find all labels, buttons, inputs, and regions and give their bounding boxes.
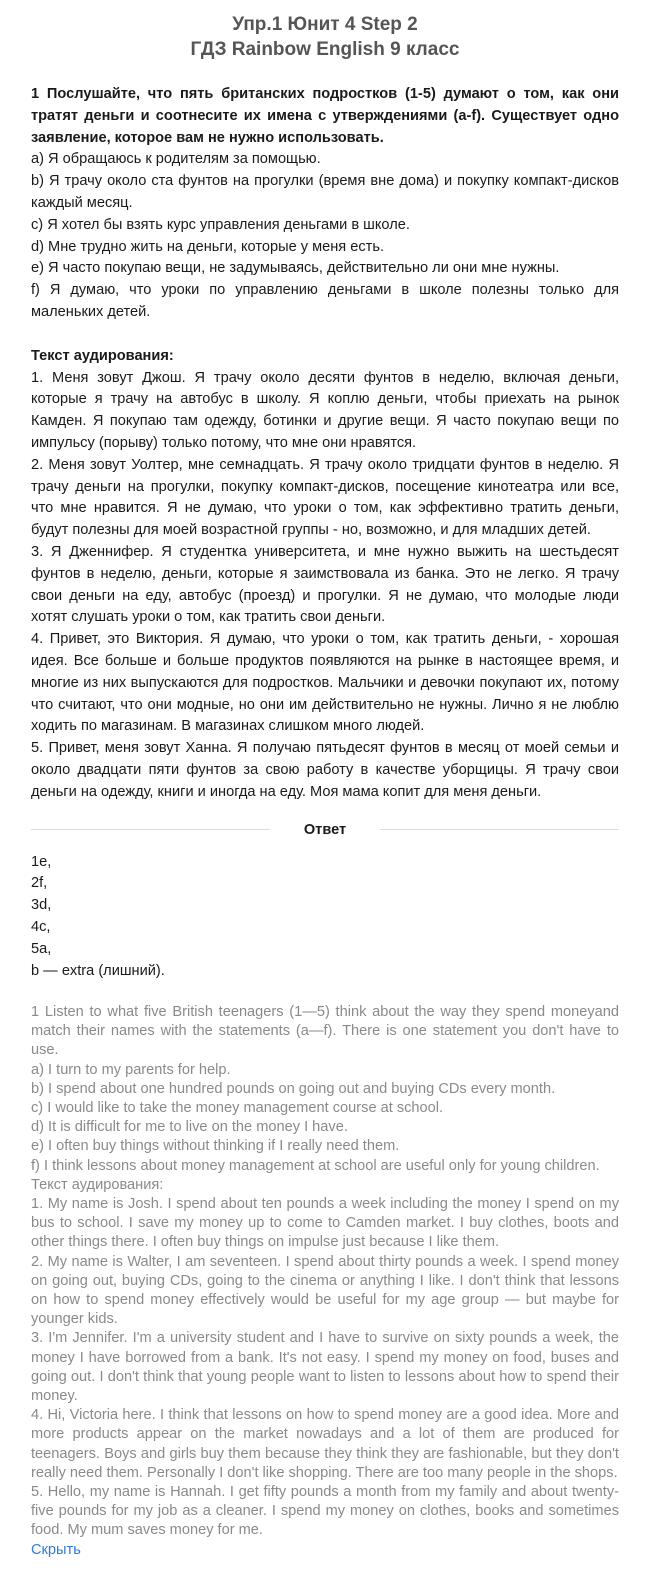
statement-ru: f) Я думаю, что уроки по управлению деньгами в школе полезны только для маленьких детей.	[31, 282, 619, 320]
answer-heading: Ответ	[303, 821, 347, 838]
statement-en: b) I spend about one hundred pounds on going out and buying CDs every month.	[31, 1080, 556, 1097]
answer-item: b — extra (лишний).	[31, 963, 165, 980]
task-instruction-en: 1 Listen to what five British teenagers (1—5) think about the way they spend moneyand match their names with the statements (a—f). There is one statement you don't have to use.	[31, 1003, 619, 1059]
statement-ru: b) Я трачу около ста фунтов на прогулки (время вне дома) и покупку компакт-дисков каждый месяц.	[31, 173, 619, 211]
page-title-line1: Упр.1 Юнит 4 Step 2	[232, 14, 418, 35]
hide-link[interactable]: Скрыть	[31, 1541, 81, 1558]
transcript-paragraph-en: 5. Hello, my name is Hannah. I get fifty pounds a month from my family and about twenty-five pounds for my job as a cleaner. I spend my money on clothes, books and sometimes food. My mum saves money for me.	[31, 1484, 619, 1539]
task-en	[31, 1003, 619, 1541]
statement-en: d) It is difficult for me to live on the money I have.	[31, 1119, 348, 1136]
transcript-paragraph-ru: 1. Меня зовут Джош. Я трачу около десяти фунтов в неделю, включая деньги, которые я трачу на автобус в школу. Я коплю деньги, чтобы приехать на рынок Камден. Я покупаю там одежду, ботинки и другие вещи. Я часто покупаю вещи по импульсу (порыву) только потому, что мне они нравятся.	[31, 369, 619, 451]
transcript-paragraph-en: 4. Hi, Victoria here. I think that lessons on how to spend money are a good idea. More and more products appear on the market nowadays and a lot of them are produced for teenagers. Boys and girls buy them because they think they are fashionable, but they don't really need them. Personally I don't like shopping. There are too many people in the shops.	[31, 1407, 619, 1481]
answer-item: 3d,	[31, 897, 52, 914]
statement-en: c) I would like to take the money management course at school.	[31, 1099, 444, 1116]
transcript-heading-en: Текст аудирования:	[31, 1176, 164, 1193]
transcript-paragraph-ru: 5. Привет, меня зовут Ханна. Я получаю пятьдесят фунтов в месяц от моей семьи и около двадцати пяти фунтов за свою работу в качестве уборщицы. Я трачу свои деньги на одежду, книги и иногда на еду. Моя мама копит для меня деньги.	[31, 740, 619, 800]
answer-list	[31, 852, 619, 983]
transcript-heading-ru: Текст аудирования:	[31, 347, 174, 364]
statement-ru: c) Я хотел бы взять курс управления деньгами в школе.	[31, 216, 410, 233]
answer-item: 5a,	[31, 941, 52, 958]
divider-line-left	[31, 829, 270, 830]
statement-en: e) I often buy things without thinking if I really need them.	[31, 1138, 400, 1155]
spacer	[31, 324, 619, 346]
answer-item: 4c,	[31, 919, 51, 936]
statement-ru: e) Я часто покупаю вещи, не задумываясь, действительно ли они мне нужны.	[31, 260, 560, 277]
statement-ru: d) Мне трудно жить на деньги, которые у меня есть.	[31, 238, 385, 255]
transcript-paragraph-en: 3. I'm Jennifer. I'm a university student and I have to survive on sixty pounds a week, the money I have borrowed from a bank. It's not easy. I spend my money on food, buses and going out. I don't think that young people want to listen to lessons about how to spend their money.	[31, 1330, 619, 1404]
statement-en: f) I think lessons about money management at school are useful only for young children.	[31, 1157, 600, 1174]
transcript-paragraph-ru: 4. Привет, это Виктория. Я думаю, что уроки о том, как тратить деньги, - хорошая идея. Все больше и больше продуктов появляются на рынке в настоящее время, и многие из них выпускаются для подростков. Мальчики и девочки покупают их, потому что считают, что они модные, но они им действительно не нужны. Лично я не люблю ходить по магазинам. В магазинах слишком много людей.	[31, 631, 619, 735]
statement-en: a) I turn to my parents for help.	[31, 1061, 231, 1078]
answer-item: 1e,	[31, 853, 52, 870]
answer-item: 2f,	[31, 875, 48, 892]
transcript-paragraph-en: 1. My name is Josh. I spend about ten pounds a week including the money I spend on my bus to school. I save my money up to come to Camden market. I buy clothes, boots and other things there. I often buy things on impulse just because I like them.	[31, 1195, 619, 1251]
answer-divider	[31, 822, 619, 838]
page-title-line2: ГДЗ Rainbow English 9 класс	[190, 39, 460, 60]
transcript-paragraph-ru: 2. Меня зовут Уолтер, мне семнадцать. Я трачу около тридцати фунтов в неделю. Я трачу деньги на прогулки, покупку компакт-дисков, посещение кинотеатра или все, что мне нравится. Я не думаю, что уроки о том, как эффективно тратить деньги, будут полезны для моей возрастной группы - но, возможно, и для младших детей.	[31, 456, 619, 539]
page-title	[31, 12, 619, 62]
transcript-paragraph-ru: 3. Я Дженнифер. Я студентка университета, и мне нужно выжить на шестьдесят фунтов в неделю, деньги, которые я заимствовала из банка. Это не легко. Я трачу свои деньги на еду, автобус (проезд) и прогулки. Я не думаю, что молодые люди хотят слушать уроки о том, как тратить свои деньги.	[31, 543, 619, 626]
divider-line-right	[380, 829, 619, 830]
task-ru	[31, 84, 619, 804]
transcript-paragraph-en: 2. My name is Walter, I am seventeen. I spend about thirty pounds a week. I spend money on going out, buying CDs, going to the cinema or anything I like. I don't think that lessons on how to spend money effectively would be useful for my age group — but maybe for younger kids.	[31, 1253, 619, 1328]
task-instruction-ru: 1 Послушайте, что пять британских подростков (1-5) думают о том, как они тратят деньги и соотнесите их имена с утверждениями (a-f). Существует одно заявление, которое вам не нужно использовать.	[31, 86, 619, 146]
statement-ru: a) Я обращаюсь к родителям за помощью.	[31, 151, 321, 168]
